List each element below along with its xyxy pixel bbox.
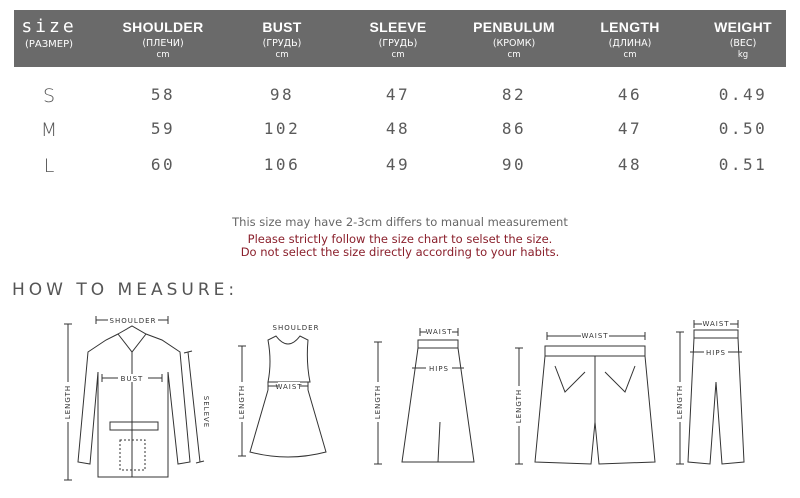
dress-length-label: LENGTH bbox=[238, 384, 246, 420]
pants-icon bbox=[670, 312, 770, 492]
header-sleeve-unit: cm bbox=[391, 50, 405, 60]
penbulum-cell: 86 bbox=[501, 119, 527, 138]
header-penbulum-unit: cm bbox=[507, 50, 521, 60]
shorts-waist-label: WAIST bbox=[581, 332, 609, 340]
shorts-length-label: LENGTH bbox=[515, 388, 523, 424]
skirt-icon bbox=[368, 312, 488, 492]
how-to-measure-title: HOW TO MEASURE: bbox=[12, 280, 239, 300]
size-warning-line-1: Please strictly follow the size chart to selset the size. bbox=[247, 232, 553, 246]
sleeve-cell: 49 bbox=[385, 155, 411, 174]
dress-icon bbox=[228, 312, 348, 492]
jacket-measure-illustration bbox=[50, 312, 220, 492]
size-cell: L bbox=[43, 155, 55, 177]
jacket-shoulder-label: SHOULDER bbox=[109, 317, 157, 325]
header-penbulum bbox=[462, 10, 566, 67]
dress-measure-illustration bbox=[228, 312, 348, 492]
header-penbulum-ru: (КРОМК) bbox=[492, 38, 536, 49]
shorts-measure-illustration bbox=[505, 312, 665, 492]
sleeve-cell: 47 bbox=[385, 85, 411, 104]
length-cell: 47 bbox=[617, 119, 643, 138]
header-length-ru: (ДЛИНА) bbox=[608, 38, 652, 49]
header-size bbox=[14, 10, 84, 67]
dress-waist-label: WAIST bbox=[275, 383, 303, 391]
size-cell: M bbox=[40, 119, 58, 141]
bust-cell: 106 bbox=[263, 155, 301, 174]
header-bust-unit: cm bbox=[275, 50, 289, 60]
jacket-icon bbox=[50, 312, 220, 492]
bust-cell: 98 bbox=[269, 85, 295, 104]
size-warning-line-2: Do not select the size directly according to your habits. bbox=[240, 245, 560, 259]
header-bust-ru: (ГРУДЬ) bbox=[262, 38, 302, 49]
header-shoulder bbox=[113, 10, 213, 67]
header-sleeve bbox=[348, 10, 448, 67]
header-weight-unit: kg bbox=[737, 50, 749, 60]
skirt-measure-illustration bbox=[368, 312, 488, 492]
jacket-bust-label: BUST bbox=[120, 375, 144, 383]
header-bust-label: BUST bbox=[262, 19, 302, 35]
skirt-waist-label: WAIST bbox=[425, 328, 453, 336]
header-size-ru: (РАЗМЕР) bbox=[24, 39, 74, 50]
header-sleeve-label: SLEEVE bbox=[369, 19, 427, 35]
shorts-icon bbox=[505, 312, 665, 492]
header-length-unit: cm bbox=[623, 50, 637, 60]
header-size-label: size bbox=[21, 16, 77, 37]
size-table-header bbox=[14, 10, 786, 67]
size-warning-note bbox=[0, 233, 800, 259]
weight-cell: 0.51 bbox=[718, 155, 768, 174]
dress-shoulder-label: SHOULDER bbox=[272, 324, 320, 332]
weight-cell: 0.50 bbox=[718, 119, 768, 138]
length-cell: 48 bbox=[617, 155, 643, 174]
jacket-length-label: LENGTH bbox=[64, 384, 72, 420]
pants-length-label: LENGTH bbox=[676, 384, 684, 420]
bust-cell: 102 bbox=[263, 119, 301, 138]
header-weight bbox=[698, 10, 788, 67]
shoulder-cell: 58 bbox=[150, 85, 176, 104]
header-sleeve-ru: (ГРУДЬ) bbox=[378, 38, 418, 49]
header-length-label: LENGTH bbox=[600, 19, 660, 35]
header-length bbox=[580, 10, 680, 67]
header-shoulder-unit: cm bbox=[156, 50, 170, 60]
shoulder-cell: 59 bbox=[150, 119, 176, 138]
header-shoulder-label: SHOULDER bbox=[122, 19, 204, 35]
penbulum-cell: 90 bbox=[501, 155, 527, 174]
length-cell: 46 bbox=[617, 85, 643, 104]
skirt-length-label: LENGTH bbox=[374, 384, 382, 420]
measurement-tolerance-note: This size may have 2-3cm differs to manual measurement bbox=[232, 215, 568, 229]
header-bust bbox=[232, 10, 332, 67]
pants-measure-illustration bbox=[670, 312, 770, 492]
size-cell: S bbox=[42, 85, 56, 107]
jacket-sleeve-label: SELEVE bbox=[202, 395, 210, 429]
pants-hips-label: HIPS bbox=[706, 349, 726, 357]
pants-waist-label: WAIST bbox=[702, 320, 730, 328]
skirt-hips-label: HIPS bbox=[429, 365, 449, 373]
table-row bbox=[14, 85, 786, 109]
shoulder-cell: 60 bbox=[150, 155, 176, 174]
header-shoulder-ru: (ПЛЕЧИ) bbox=[142, 38, 184, 49]
header-weight-label: WEIGHT bbox=[714, 19, 772, 35]
table-row bbox=[14, 155, 786, 179]
header-weight-ru: (ВЕС) bbox=[729, 38, 757, 49]
header-penbulum-label: PENBULUM bbox=[473, 19, 555, 35]
table-row bbox=[14, 119, 786, 143]
sleeve-cell: 48 bbox=[385, 119, 411, 138]
weight-cell: 0.49 bbox=[718, 85, 768, 104]
penbulum-cell: 82 bbox=[501, 85, 527, 104]
